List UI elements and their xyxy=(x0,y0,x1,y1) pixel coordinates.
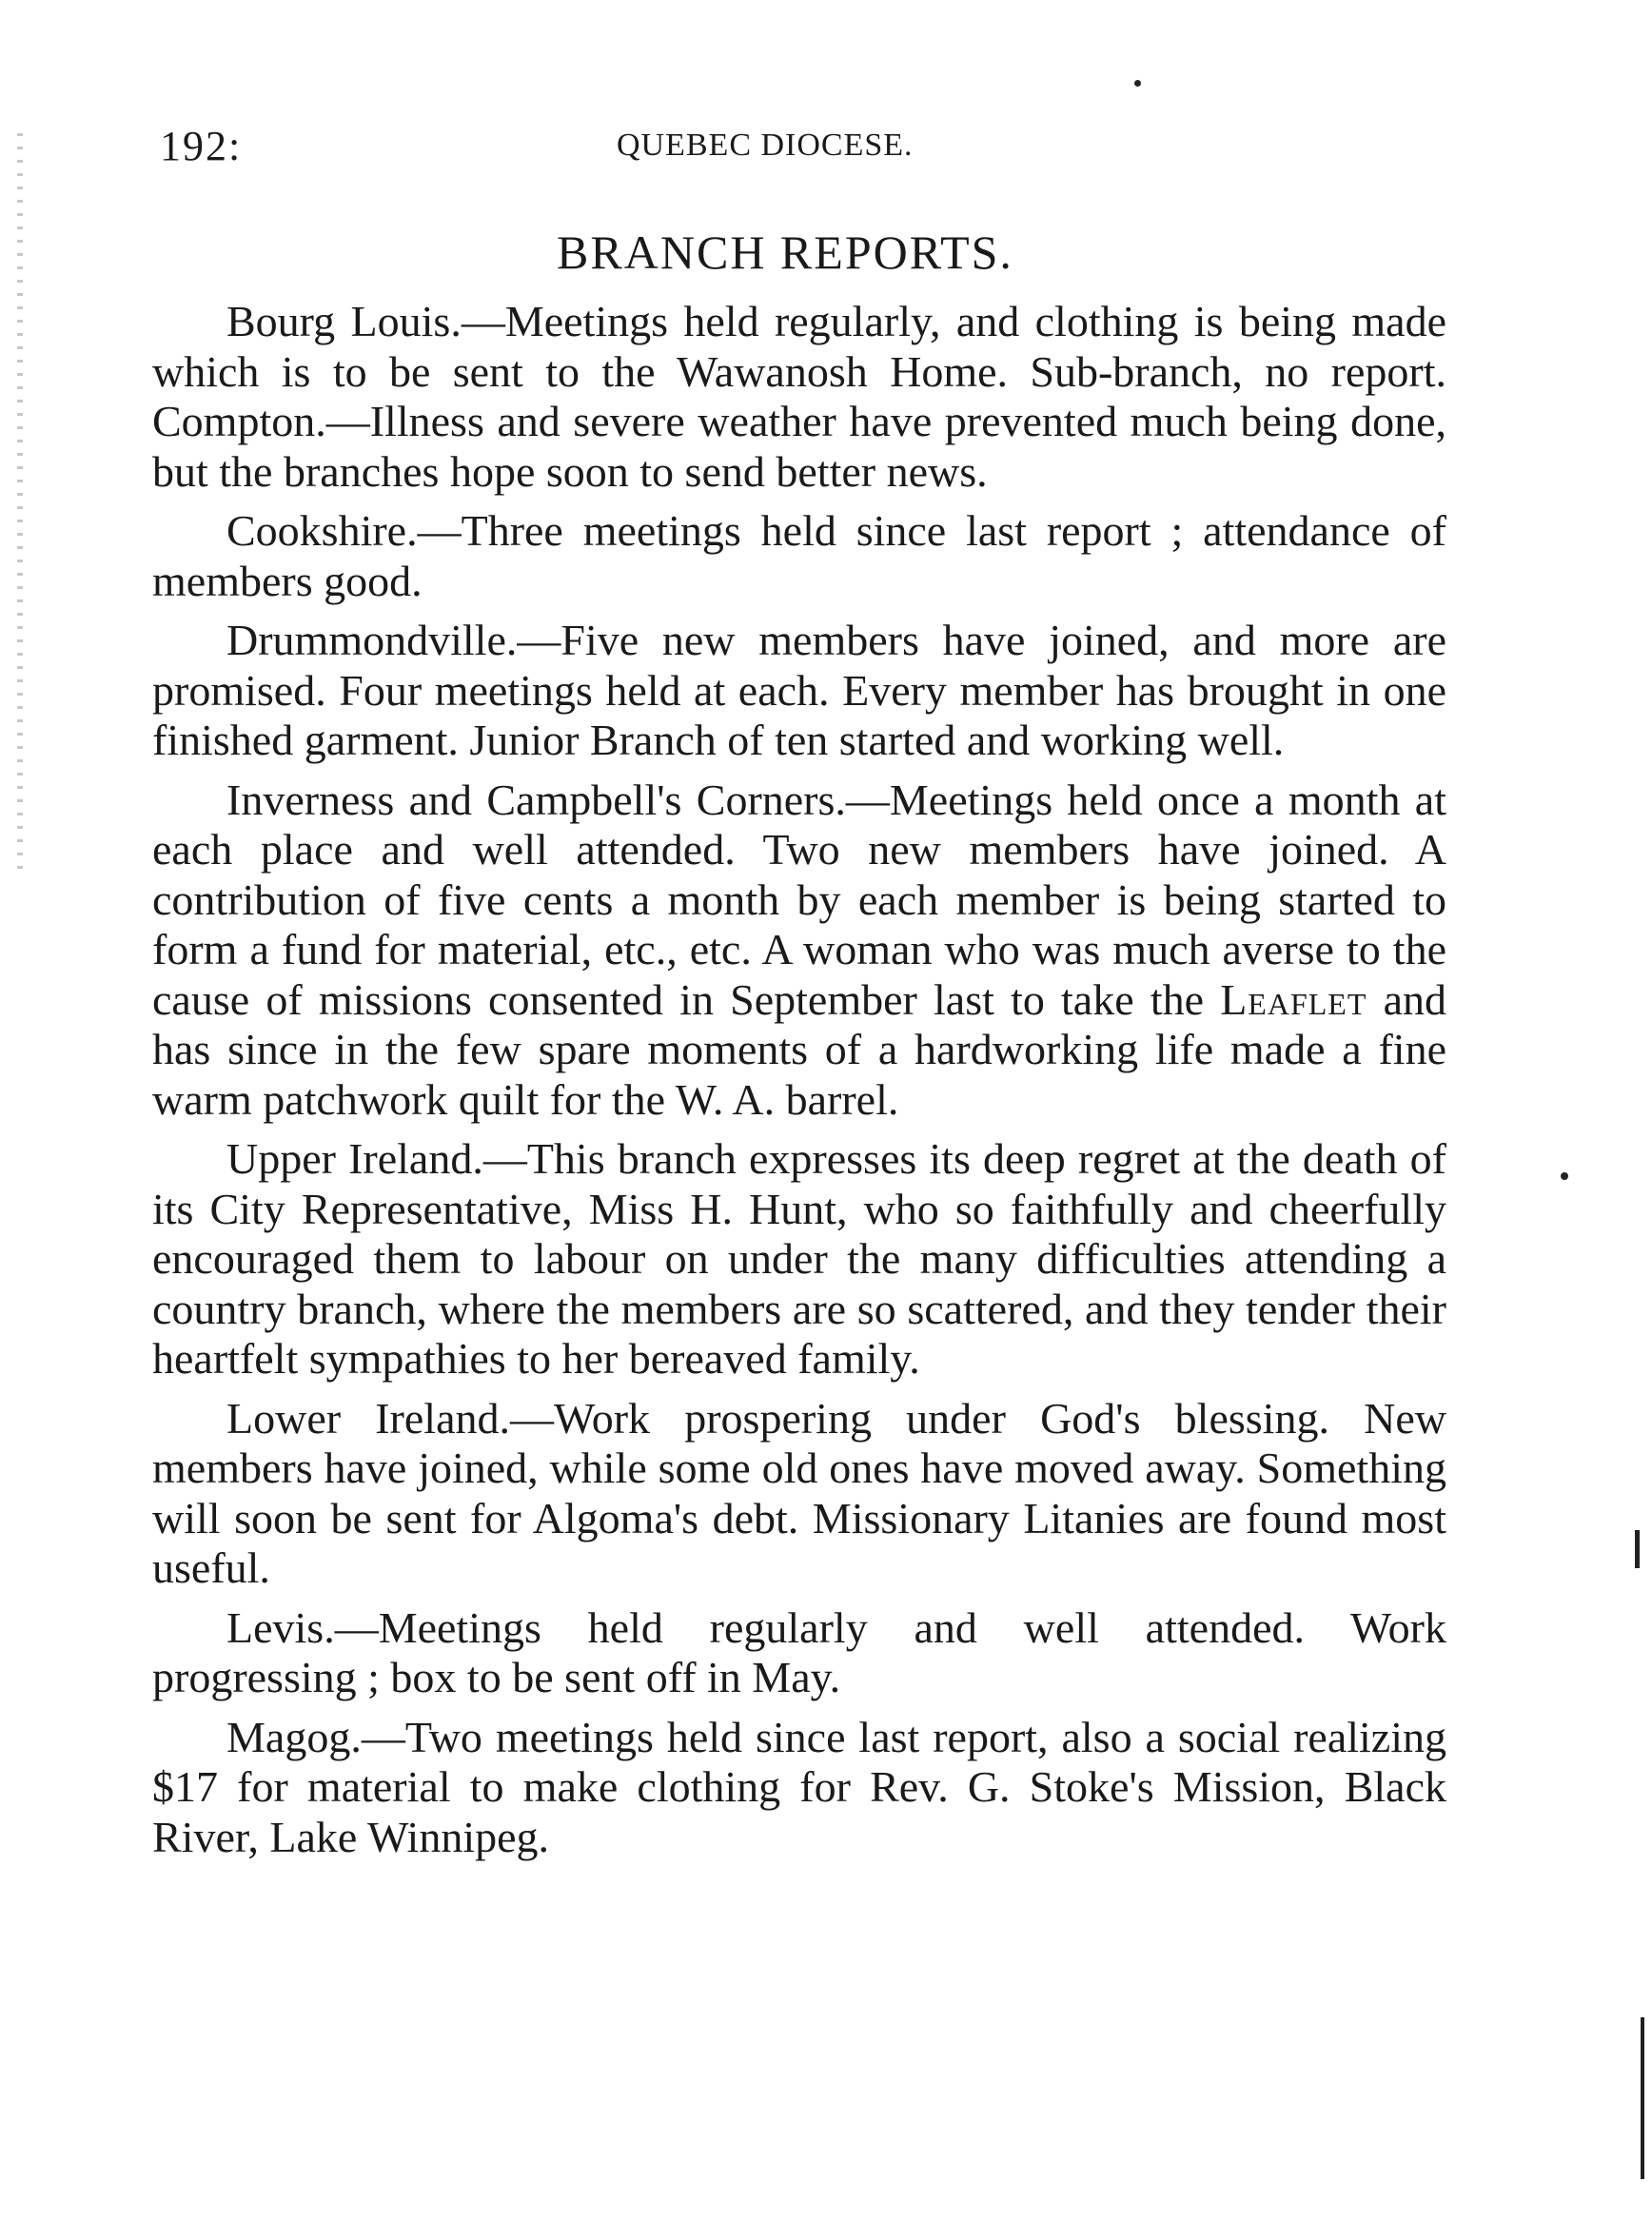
report-upper-ireland: Upper Ireland.—This branch expresses its deep regret at the death of its City Representative, Miss H. Hunt, who so faithfully and cheerfully encouraged them to labour on under the many difficulties attending a country branch, where the members are so scattered, and they tender their heartfelt sympathies to her bereaved family. xyxy=(152,1134,1446,1383)
page-number: 192: xyxy=(160,123,243,169)
report-inverness-text-start: Inverness and Campbell's Corners.—Meetings held once a month at each place and well attended. Two new members have joined. A contribution of five cents a month by each member is being started to form a fund for material, etc., etc. A woman who was much averse to the cause of missions consented in September last to take the xyxy=(152,775,1446,1024)
report-magog: Magog.—Two meetings held since last report, also a social realizing $17 for material to make clothing for Rev. G. Stoke's Mission, Black River, Lake Winnipeg. xyxy=(152,1712,1446,1861)
scan-speck xyxy=(1561,1172,1568,1180)
scan-edge-mark xyxy=(1641,2017,1644,2179)
running-head xyxy=(160,122,1445,179)
report-inverness-text-end: and has since in the few spare moments of a hardworking life made a fine warm patchwork quilt for the W. A. barrel. xyxy=(152,974,1447,1124)
running-title: QUEBEC DIOCESE. xyxy=(617,128,914,163)
scan-edge-mark xyxy=(1635,1530,1640,1568)
report-cookshire: Cookshire.—Three meetings held since last report ; attendance of members good. xyxy=(152,506,1446,605)
report-bourg-louis: Bourg Louis.—Meetings held regularly, and clothing is being made which is to be sent to the Wawanosh Home. Sub-branch, no report. Compton.—Illness and severe weather have prevented much being done, but the branches hope soon to send better news. xyxy=(152,297,1446,496)
report-drummondville: Drummondville.—Five new members have joined, and more are promised. Four meetings held at each. Every member has brought in one finished garment. Junior Branch of ten started and working well. xyxy=(152,616,1446,764)
body-text xyxy=(152,297,1446,1872)
report-inverness xyxy=(152,776,1446,1126)
leaflet-title: Leaflet xyxy=(1220,974,1367,1024)
report-lower-ireland: Lower Ireland.—Work prospering under God's blessing. New members have joined, while some old ones have moved away. Something will soon be sent for Algoma's debt. Missionary Litanies are found most useful. xyxy=(152,1393,1446,1592)
report-levis: Levis.—Meetings held regularly and well attended. Work progressing ; box to be sent off in May. xyxy=(152,1602,1446,1701)
scan-speck xyxy=(1134,80,1141,87)
section-title: BRANCH REPORTS. xyxy=(557,226,1013,279)
